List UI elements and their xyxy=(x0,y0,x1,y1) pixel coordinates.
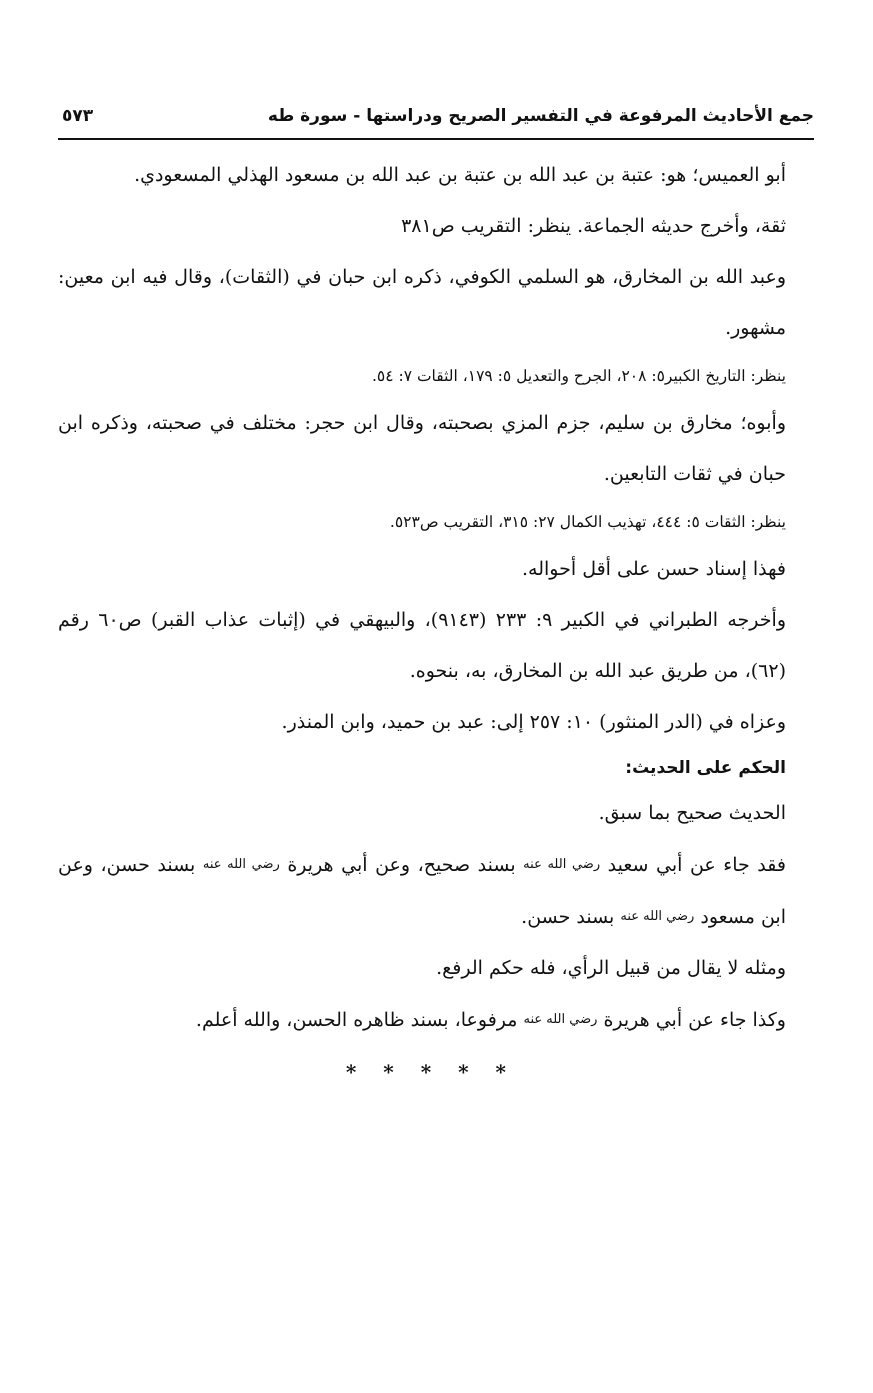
paragraph: ثقة، وأخرج حديثه الجماعة. ينظر: التقريب ص٣٨١ xyxy=(401,215,786,237)
paragraph: وعبد الله بن المخارق، هو السلمي الكوفي، ذكره ابن حبان في (الثقات)، وقال فيه ابن معين: مشهور. xyxy=(58,266,786,339)
honorific-glyph: رضي الله عنه xyxy=(620,909,695,924)
page-number: ٥٧٣ xyxy=(62,106,94,126)
page-header xyxy=(58,104,814,138)
paragraph: وأبوه؛ مخارق بن سليم، جزم المزي بصحبته، وقال ابن حجر: مختلف في صحبته، وذكره ابن حبان في ثقات التابعين. xyxy=(58,412,786,485)
paragraph: وأخرجه الطبراني في الكبير ٩: ٢٣٣ (٩١٤٣)، والبيهقي في (إثبات عذاب القبر) ص٦٠ رقم (٦٢)، من طريق عبد الله بن المخارق، به، بنحوه. xyxy=(58,609,786,682)
paragraph: وعزاه في (الدر المنثور) ١٠: ٢٥٧ إلى: عبد بن حميد، وابن المنذر. xyxy=(281,711,786,733)
running-title: جمع الأحاديث المرفوعة في التفسير الصريح ودراستها - سورة طه xyxy=(267,106,814,126)
paragraph: فهذا إسناد حسن على أقل أحواله. xyxy=(522,558,786,580)
header-rule xyxy=(58,138,814,140)
section-heading: الحكم على الحديث: xyxy=(625,758,786,778)
reference-note: ينظر: التاريخ الكبير٥: ٢٠٨، الجرح والتعديل ٥: ١٧٩، الثقات ٧: ٥٤. xyxy=(371,367,786,385)
text-segment: بسند حسن، وعن ابن مسعود xyxy=(58,854,786,928)
paragraph: ومثله لا يقال من قبيل الرأي، فله حكم الرفع. xyxy=(436,957,786,979)
page-body xyxy=(58,150,814,1098)
reference-note: ينظر: الثقات ٥: ٤٤٤، تهذيب الكمال ٢٧: ٣١٥، التقريب ص٥٢٣. xyxy=(389,513,786,531)
paragraph: أبو العميس؛ هو: عتبة بن عبد الله بن عتبة بن عبد الله بن مسعود الهذلي المسعودي. xyxy=(134,164,786,186)
honorific-glyph: رضي الله عنه xyxy=(523,857,601,872)
text-segment: بسند صحيح، وعن أبي هريرة xyxy=(287,854,516,876)
text-segment: وكذا جاء عن أبي هريرة xyxy=(603,1009,786,1031)
honorific-glyph: رضي الله عنه xyxy=(202,857,280,872)
section-end-stars: * * * * * xyxy=(345,1060,516,1084)
paragraph xyxy=(58,839,814,943)
text-segment: مرفوعا، بسند ظاهره الحسن، والله أعلم. xyxy=(195,1009,518,1031)
honorific-glyph: رضي الله عنه xyxy=(523,1012,598,1027)
paragraph: الحديث صحيح بما سبق. xyxy=(598,802,786,824)
text-segment: بسند حسن. xyxy=(521,906,615,928)
paragraph xyxy=(58,994,814,1046)
text-segment: فقد جاء عن أبي سعيد xyxy=(607,854,786,876)
